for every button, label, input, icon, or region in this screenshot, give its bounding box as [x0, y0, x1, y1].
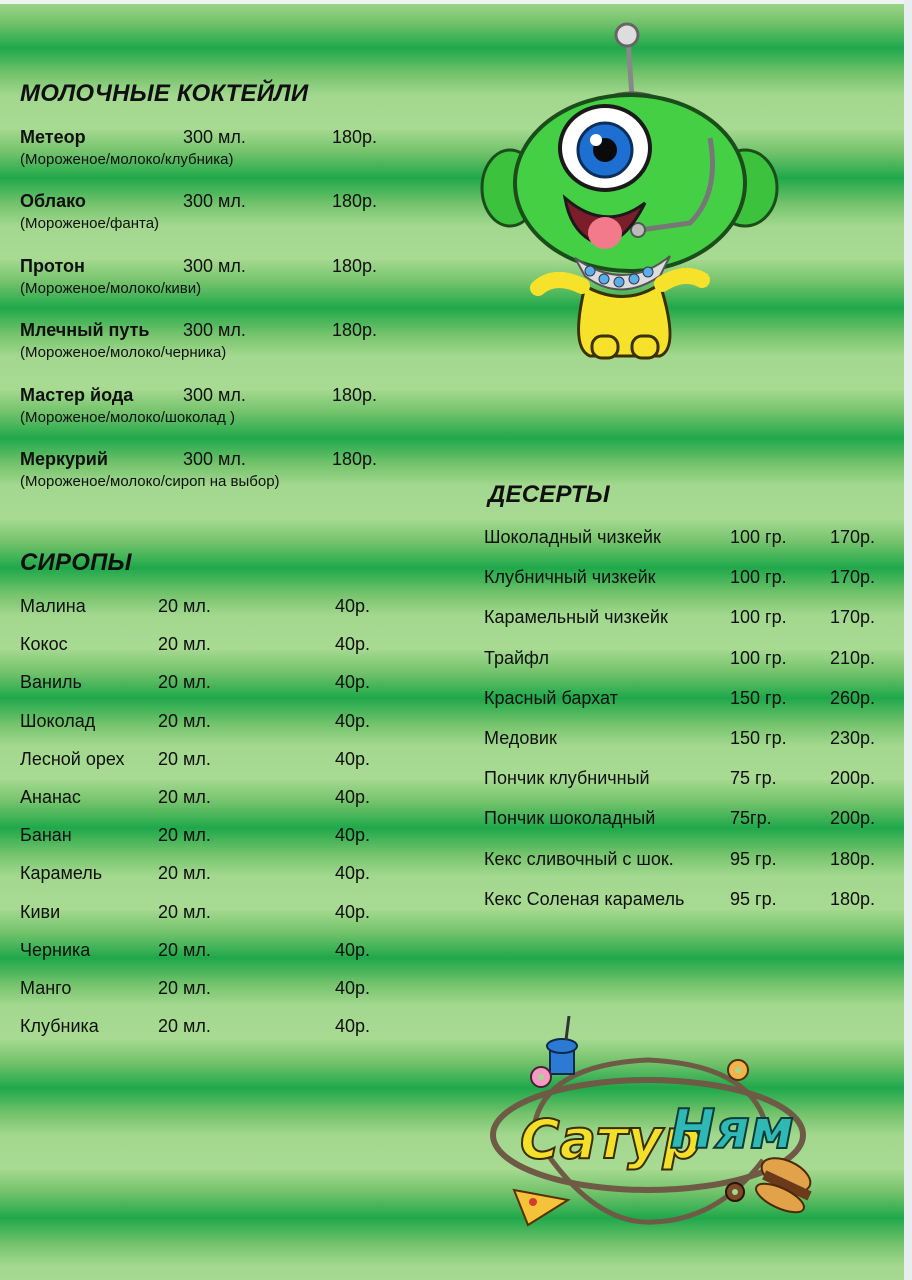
item-quantity: 20 мл.: [158, 596, 211, 616]
syrup-item: [20, 634, 390, 658]
item-name: Меркурий: [20, 449, 108, 469]
desserts-title: ДЕСЕРТЫ: [488, 481, 610, 508]
item-quantity: 100 гр.: [730, 527, 787, 547]
dessert-item: [484, 728, 894, 752]
item-description: (Мороженое/молоко/киви): [20, 279, 202, 297]
milkshake-item: [20, 385, 400, 431]
item-price: 170р.: [830, 607, 876, 628]
item-quantity: 100 гр.: [730, 607, 787, 628]
dessert-item: [484, 567, 894, 591]
item-name: Карамель: [20, 863, 103, 884]
syrup-item: [20, 787, 390, 811]
item-quantity: 75гр.: [730, 808, 772, 829]
item-price: 170р.: [830, 567, 876, 588]
item-quantity: 20 мл.: [158, 901, 211, 922]
dessert-item: [484, 889, 894, 913]
item-quantity: 300 мл.: [183, 255, 246, 276]
item-name: Медовик: [484, 728, 557, 748]
dessert-item: [484, 768, 894, 792]
alien-mascot-image: [470, 18, 790, 368]
dessert-item: [484, 607, 894, 631]
item-name: Карамельный чизкейк: [484, 607, 668, 628]
syrup-item: [20, 825, 390, 849]
dessert-item: [484, 648, 894, 672]
item-price: 180р.: [332, 320, 378, 341]
dessert-item: [484, 849, 894, 873]
item-name: Облако: [20, 191, 86, 212]
item-name: Метеор: [20, 127, 86, 147]
item-price: 180р.: [332, 384, 378, 405]
item-price: 40р.: [335, 978, 371, 998]
item-name: Трайфл: [484, 647, 549, 668]
dessert-item: [484, 527, 894, 551]
item-price: 40р.: [335, 939, 371, 960]
item-description: (Мороженое/молоко/черника): [20, 344, 227, 362]
milkshakes-title: МОЛОЧНЫЕ КОКТЕЙЛИ: [20, 80, 309, 107]
item-price: 40р.: [335, 596, 371, 616]
item-quantity: 20 мл.: [158, 825, 211, 846]
item-price: 180р.: [830, 848, 876, 869]
item-name: Кекс сливочный с шок.: [484, 848, 674, 869]
milkshake-item: [20, 449, 400, 495]
item-price: 40р.: [335, 710, 371, 731]
frame-top: [0, 0, 912, 4]
item-price: 170р.: [830, 527, 876, 547]
item-price: 40р.: [335, 825, 371, 846]
item-quantity: 300 мл.: [183, 449, 246, 469]
item-name: Малина: [20, 596, 86, 616]
item-price: 40р.: [335, 787, 371, 807]
item-quantity: 100 гр.: [730, 567, 787, 588]
syrup-item: [20, 749, 390, 773]
item-price: 200р.: [830, 768, 876, 789]
item-price: 180р.: [332, 449, 378, 469]
milkshake-item: [20, 191, 400, 237]
item-name: Банан: [20, 825, 72, 846]
item-quantity: 150 гр.: [730, 728, 787, 748]
item-quantity: 20 мл.: [158, 634, 211, 655]
logo-text-part2: Ням: [670, 1098, 795, 1161]
item-price: 40р.: [335, 901, 371, 922]
item-name: Шоколад: [20, 710, 96, 731]
item-name: Клубничный чизкейк: [484, 567, 656, 588]
item-description: (Мороженое/молоко/сироп на выбор): [20, 473, 280, 490]
item-name: Протон: [20, 255, 85, 276]
item-name: Мастер йода: [20, 384, 134, 405]
frame-edge: [904, 0, 912, 1280]
syrup-item: [20, 596, 390, 620]
item-price: 180р.: [332, 255, 378, 276]
item-quantity: 20 мл.: [158, 710, 211, 731]
syrups-title: СИРОПЫ: [20, 549, 132, 576]
milkshake-item: [20, 256, 400, 302]
item-description: (Мороженое/молоко/клубника): [20, 151, 234, 168]
item-name: Пончик шоколадный: [484, 808, 656, 829]
item-price: 200р.: [830, 808, 876, 829]
item-quantity: 75 гр.: [730, 768, 777, 789]
item-quantity: 300 мл.: [183, 127, 246, 147]
item-name: Кекс Соленая карамель: [484, 888, 685, 909]
syrup-item: [20, 863, 390, 887]
item-name: Лесной орех: [20, 748, 125, 769]
item-name: Ваниль: [20, 672, 82, 693]
item-name: Пончик клубничный: [484, 768, 650, 789]
item-name: Кокос: [20, 634, 68, 655]
item-name: Млечный путь: [20, 320, 150, 341]
item-name: Манго: [20, 978, 72, 998]
item-quantity: 300 мл.: [183, 320, 246, 341]
item-quantity: 20 мл.: [158, 787, 211, 807]
item-price: 40р.: [335, 863, 371, 884]
item-quantity: 20 мл.: [158, 672, 211, 693]
item-name: Черника: [20, 939, 91, 960]
item-description: (Мороженое/молоко/шоколад ): [20, 408, 235, 426]
item-quantity: 100 гр.: [730, 647, 787, 668]
item-description: (Мороженое/фанта): [20, 215, 160, 233]
item-name: Клубника: [20, 1016, 99, 1037]
item-price: 40р.: [335, 748, 371, 769]
item-quantity: 300 мл.: [183, 384, 246, 405]
saturnyam-logo: [478, 1010, 828, 1235]
dessert-item: [484, 808, 894, 832]
item-name: Красный бархат: [484, 687, 618, 708]
item-price: 260р.: [830, 687, 876, 708]
dessert-item: [484, 688, 894, 712]
item-name: Ананас: [20, 787, 81, 807]
item-quantity: 20 мл.: [158, 978, 211, 998]
item-quantity: 95 гр.: [730, 888, 777, 909]
milkshake-item: [20, 320, 400, 366]
syrup-item: [20, 940, 390, 964]
item-quantity: 150 гр.: [730, 687, 787, 708]
item-quantity: 300 мл.: [183, 191, 246, 212]
item-quantity: 20 мл.: [158, 1016, 211, 1037]
item-quantity: 95 гр.: [730, 848, 777, 869]
item-price: 180р.: [332, 127, 378, 147]
item-price: 180р.: [332, 191, 378, 212]
item-price: 40р.: [335, 634, 371, 655]
item-price: 40р.: [335, 1016, 371, 1037]
syrup-item: [20, 711, 390, 735]
syrup-item: [20, 902, 390, 926]
syrup-item: [20, 978, 390, 1002]
syrup-item: [20, 1016, 390, 1040]
syrup-item: [20, 672, 390, 696]
item-price: 230р.: [830, 728, 876, 748]
item-name: Шоколадный чизкейк: [484, 527, 661, 547]
item-quantity: 20 мл.: [158, 748, 211, 769]
logo-text-part1: Сатур: [520, 1108, 702, 1171]
item-price: 180р.: [830, 888, 876, 909]
milkshake-item: [20, 127, 400, 173]
item-quantity: 20 мл.: [158, 939, 211, 960]
item-name: Киви: [20, 901, 61, 922]
item-quantity: 20 мл.: [158, 863, 211, 884]
item-price: 40р.: [335, 672, 371, 693]
item-price: 210р.: [830, 647, 876, 668]
